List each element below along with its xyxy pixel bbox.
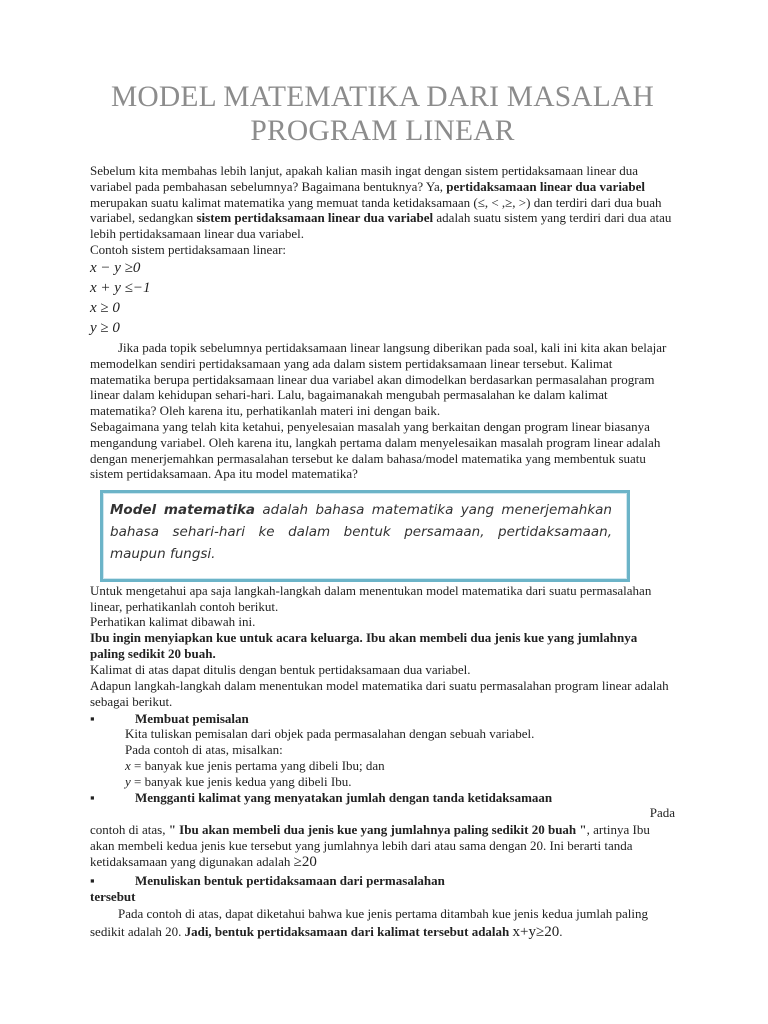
definition-callout [100,490,630,582]
intro-text-2: merupakan suatu kalimat matematika yang memuat tanda ketidaksamaan (≤, < ,≥, >) dan terdiri dari dua buah variabel, sedangkan [90,194,662,226]
step-1-line-2: Pada contoh di atas, misalkan: [125,742,283,757]
problem-statement [90,630,675,662]
paragraph-4: Untuk mengetahui apa saja langkah-langkah dalam menentukan model matematika dari suatu permasalahan linear, perhatikanlah contoh berikut. [90,583,652,614]
page-title: MODEL MATEMATIKA DARI MASALAH PROGRAM LINEAR [110,81,655,147]
paragraph-6: Kalimat di atas dapat ditulis dengan bentuk pertidaksamaan dua variabel. [90,662,471,677]
step-3-result: x+y≥20 [512,924,560,940]
bullet-icon: ▪ [90,873,95,888]
inequality-1: x − y ≥0 [90,260,141,276]
bullet-icon: ▪ [90,711,95,726]
step-2-title [135,790,675,806]
inequality-4: y ≥ 0 [90,320,120,336]
inequality-3: x ≥ 0 [90,300,120,316]
bullet-icon: ▪ [90,790,95,805]
paragraph-7: Adapun langkah-langkah dalam menentukan model matematika dari suatu permasalahan program linear adalah sebagai berikut. [90,678,669,709]
step-3-paragraph [90,905,675,941]
step-2-paragraph [90,822,675,870]
paragraph-5: Perhatikan kalimat dibawah ini. [90,614,256,629]
step-2-text-1: contoh di atas, [90,822,169,837]
definition-term: Model matematika [110,502,256,518]
example-label: Contoh sistem pertidaksamaan linear: [90,242,287,257]
step-2-title-text: Mengganti kalimat yang menyatakan jumlah dengan tanda ketidaksamaan [135,790,553,805]
problem-text: Ibu ingin menyiapkan kue untuk acara keluarga. Ibu akan membeli dua jenis kue yang jumlahnya paling sedikit 20 buah. [90,630,638,661]
step-1-title-text: Membuat pemisalan [135,711,249,726]
intro-bold-1: pertidaksamaan linear dua variabel [446,178,646,194]
step-1-title [135,711,675,727]
step-2-quote: " Ibu akan membeli dua jenis kue yang jumlahnya paling sedikit 20 buah " [168,822,587,837]
intro-bold-2: sistem pertidaksamaan linear dua variabel [196,210,434,226]
variable-x: x [125,758,131,773]
step-1-line-1: Kita tuliskan pemisalan dari objek pada permasalahan dengan sebuah variabel. [125,726,535,741]
step-3-title [135,873,675,889]
intro-paragraph [90,163,675,242]
paragraph-3: Sebagaimana yang telah kita ketahui, penyelesaian masalah yang berkaitan dengan program linear biasanya mengandung variabel. Oleh karena itu, langkah pertama dalam menyelesaikan masalah program linear adalah dengan menerjemahkan permasalahan tersebut ke dalam bahasa/model matematika yang membentuk suatu sistem pertidaksamaan. Apa itu model matematika? [90,419,661,482]
intro-text-1: Sebelum kita membahas lebih lanjut, apakah kalian masih ingat dengan sistem pertidaksamaan linear dua variabel pada pembahasan sebelumnya? Bagaimana bentuknya? Ya, [90,163,638,194]
definition-text [110,499,612,565]
variable-y: y [125,774,131,789]
paragraph-2: Jika pada topik sebelumnya pertidaksamaan linear langsung diberikan pada soal, kali ini kita akan belajar memodelkan sendiri pertidaksamaan yang ada dalam sistem pertidaksamaan linear tersebut. Kalimat matematika berupa pertidaksamaan linear dua variabel akan dimodelkan berdasarkan permasalahan program linear dalam kehidupan sehari-hari. Lalu, bagaimanakah mengubah permasalahan ke dalam kalimat matematika? Oleh karena itu, perhatikanlah materi ini dengan baik. [90,340,667,419]
step-1-line-3-text: = banyak kue jenis pertama yang dibeli Ibu; dan [130,758,385,773]
definition-body: adalah bahasa matematika yang menerjemahkan bahasa sehari-hari ke dalam bentuk persamaan, pertidaksamaan, maupun fungsi. [110,502,612,562]
step-2-pada: Pada [649,805,675,820]
step-3-bold: Jadi, bentuk pertidaksamaan dari kalimat tersebut adalah [184,924,513,939]
step-3-title-cont-text: tersebut [90,889,136,904]
step-3-end: . [559,924,563,939]
step-1-line-4-text: = banyak kue jenis kedua yang dibeli Ibu. [130,774,352,789]
step-3-text-1: Pada contoh di atas, dapat diketahui bahwa kue jenis pertama ditambah kue jenis kedua jumlah paling sedikit adalah 20. [90,906,648,939]
step-1-line-4 [125,774,675,790]
step-2-text-2: , artinya Ibu akan membeli kedua jenis kue tersebut yang jumlahnya lebih dari atau sama dengan 20. Ini berarti tanda ketidaksamaan yang digunakan adalah [90,822,650,869]
intro-text-3: adalah suatu sistem yang terdiri dari dua atau lebih pertidaksamaan linear dua variabel. [90,210,672,242]
step-3-title-cont [90,889,675,905]
step-2-sign: ≥20 [293,853,317,870]
step-3-title-text: Menuliskan bentuk pertidaksamaan dari permasalahan [135,873,445,888]
inequality-2: x + y ≤−1 [90,280,151,296]
step-1-line-3 [125,758,675,774]
